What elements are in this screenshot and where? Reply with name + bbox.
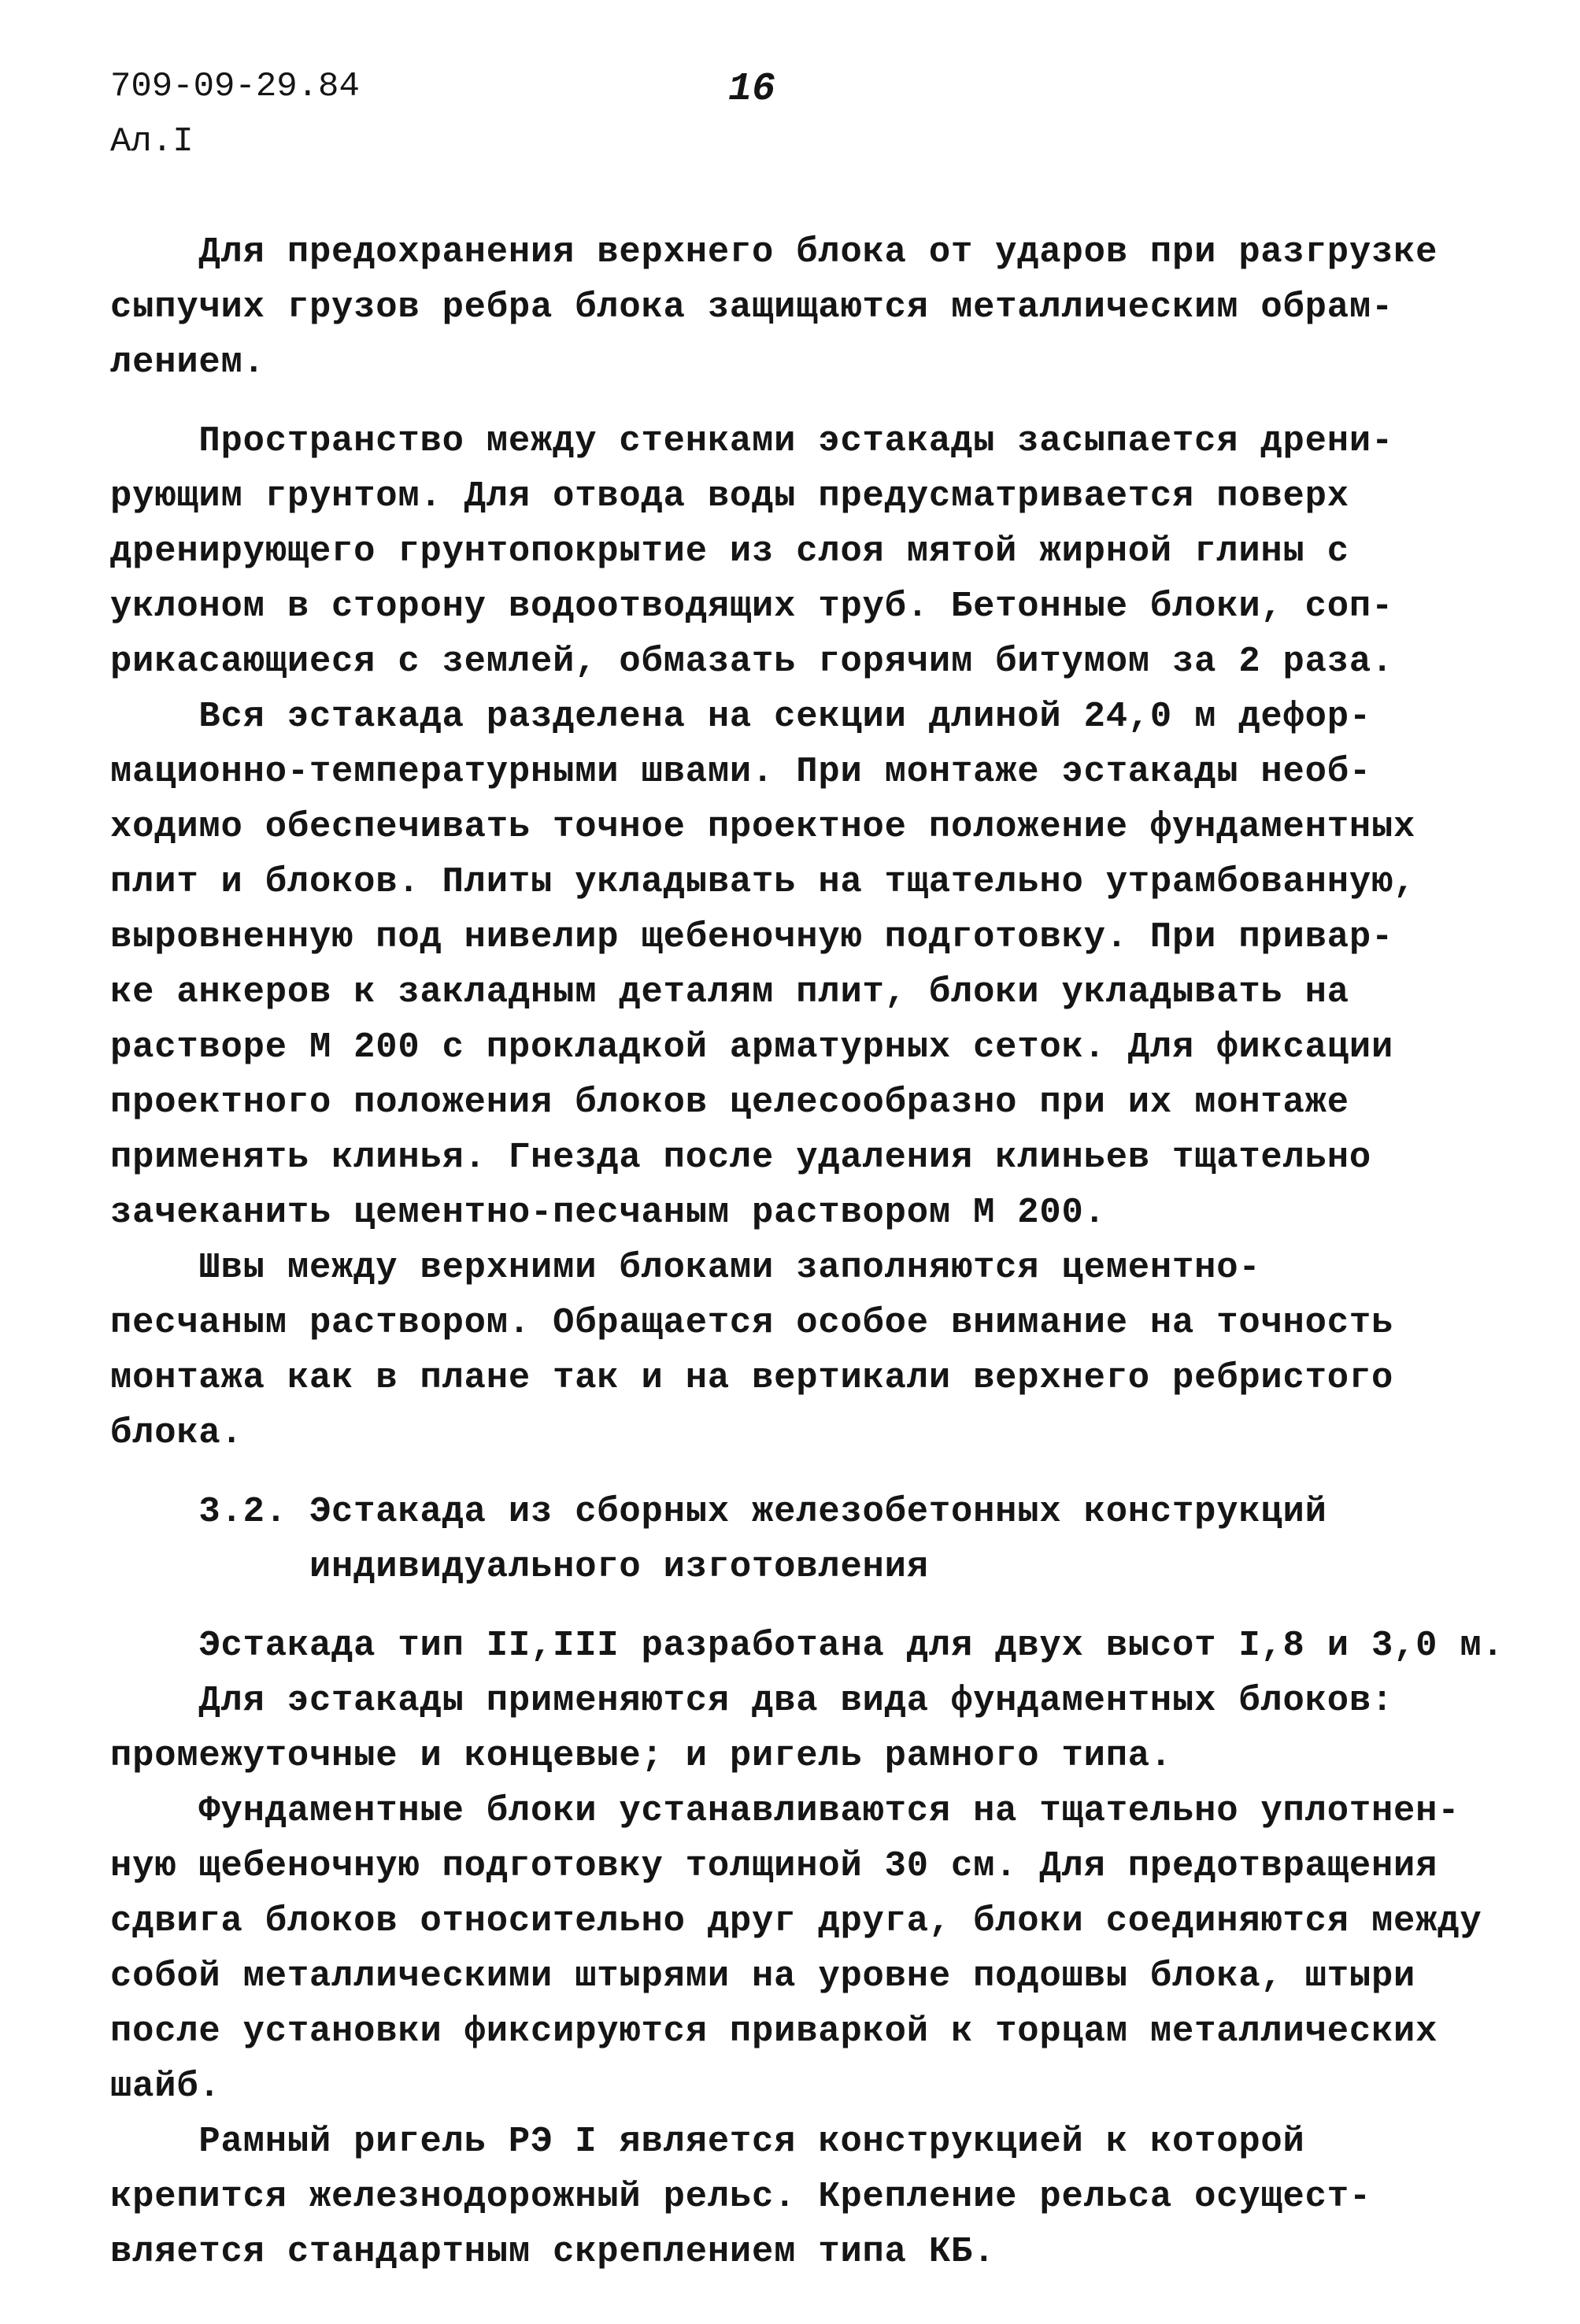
text-line: вляется стандартным скреплением типа КБ. — [110, 2231, 996, 2272]
text-line: зачеканить цементно-песчаным раствором М 200. — [110, 1192, 1106, 1233]
text-line: лением. — [110, 342, 265, 383]
text-line: Для эстакады применяются два вида фундаментных блоков: — [110, 1680, 1394, 1721]
text-line: выровненную под нивелир щебеночную подготовку. При привар- — [110, 916, 1394, 957]
text-line: плит и блоков. Плиты укладывать на тщательно утрамбованную, — [110, 861, 1416, 902]
text-line: рикасающиеся с землей, обмазать горячим битумом за 2 раза. — [110, 641, 1394, 682]
text-line: Фундаментные блоки устанавливаются на тщательно уплотнен- — [110, 1790, 1460, 1831]
text-line: Пространство между стенками эстакады засыпается дрени- — [110, 420, 1394, 461]
text-line: Эстакада тип II,III разработана для двух высот I,8 и 3,0 м. — [110, 1625, 1504, 1666]
text-line: Вся эстакада разделена на секции длиной 24,0 м дефор- — [110, 696, 1371, 737]
text-line: блока. — [110, 1412, 243, 1453]
text-line: песчаным раствором. Обращается особое внимание на точность — [110, 1302, 1394, 1343]
text-line: ке анкеров к закладным деталям плит, блоки укладывать на — [110, 971, 1349, 1012]
sheet-label: Ал.I — [110, 122, 194, 161]
text-line: ную щебеночную подготовку толщиной 30 см. Для предотвращения — [110, 1845, 1438, 1886]
text-line: промежуточные и концевые; и ригель рамного типа. — [110, 1735, 1173, 1776]
text-line: сдвига блоков относительно друг друга, блоки соединяются между — [110, 1900, 1482, 1941]
text-line: монтажа как в плане так и на вертикали верхнего ребристого — [110, 1357, 1394, 1398]
text-line: собой металлическими штырями на уровне подошвы блока, штыри — [110, 1956, 1416, 1996]
text-line: Рамный ригель РЭ I является конструкцией к которой — [110, 2121, 1305, 2162]
page-number: 16 — [728, 67, 776, 112]
text-line: крепится железнодорожный рельс. Крепление рельса осущест- — [110, 2176, 1371, 2217]
text-line: сыпучих грузов ребра блока защищаются металлическим обрам- — [110, 287, 1394, 328]
text-line: дренирующего грунтопокрытие из слоя мятой жирной глины с — [110, 531, 1349, 572]
section-heading-cont: индивидуального изготовления — [110, 1546, 929, 1587]
text-line: проектного положения блоков целесообразно при их монтаже — [110, 1082, 1349, 1123]
section-heading: 3.2. Эстакада из сборных железобетонных конструкций — [110, 1491, 1327, 1532]
text-line: растворе М 200 с прокладкой арматурных сеток. Для фиксации — [110, 1027, 1394, 1068]
document-code: 709-09-29.84 — [110, 67, 360, 106]
text-line: уклоном в сторону водоотводящих труб. Бетонные блоки, соп- — [110, 586, 1394, 627]
text-line: шайб. — [110, 2066, 221, 2107]
text-line: рующим грунтом. Для отвода воды предусматривается поверх — [110, 476, 1349, 516]
text-line: применять клинья. Гнезда после удаления клиньев тщательно — [110, 1137, 1371, 1178]
text-line: после установки фиксируются приваркой к торцам металлических — [110, 2011, 1438, 2052]
text-line: Для предохранения верхнего блока от ударов при разгрузке — [110, 231, 1438, 272]
text-line: Швы между верхними блоками заполняются цементно- — [110, 1247, 1261, 1288]
text-line: мационно-температурными швами. При монтаже эстакады необ- — [110, 751, 1371, 792]
text-line: ходимо обеспечивать точное проектное положение фундаментных — [110, 806, 1416, 847]
